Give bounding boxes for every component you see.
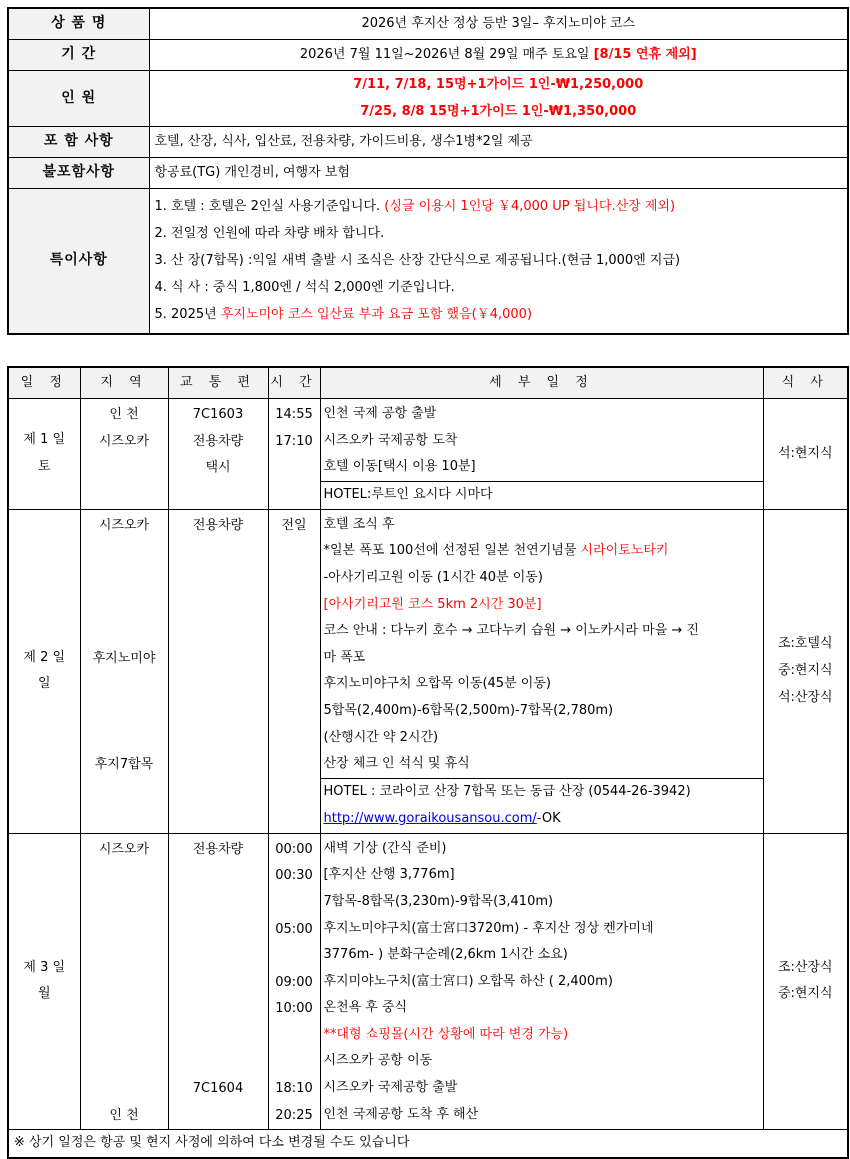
day2-hotel <box>320 778 763 833</box>
product-name-value: 2026년 후지산 정상 등반 3일– 후지노미야 코스 <box>149 8 848 39</box>
day3-meals <box>763 833 848 1130</box>
exclude-value: 항공료(TG) 개인경비, 여행자 보험 <box>149 157 848 188</box>
transport-item: 전용차량 <box>192 433 244 449</box>
region-item: 시즈오카 <box>98 517 150 533</box>
header-time: 시 간 <box>268 367 320 399</box>
region-item: 시즈오카 <box>98 841 150 857</box>
meal-item: 조:산장식 <box>777 959 833 975</box>
day1-weekday: 토 <box>37 458 51 474</box>
note-1-highlight: (싱글 이용시 1인당 ￥4,000 UP 됩니다.산장 제외) <box>384 199 676 215</box>
include-value: 호텔, 산장, 식사, 입산료, 전용차량, 가이드비용, 생수1병*2일 제공 <box>149 126 848 157</box>
note-1 <box>155 193 848 220</box>
day1-regions <box>80 399 168 510</box>
detail-line: 인천 국제 공항 출발 <box>323 406 437 421</box>
day3-label <box>8 833 80 1130</box>
hotel-website-link[interactable]: http://www.goraikousansou.com/ <box>323 810 537 826</box>
region-item: 시즈오카 <box>98 433 150 449</box>
transport-item: 택시 <box>205 460 231 476</box>
detail-line: 7합목-8합목(3,230m)-9합목(3,410m) <box>323 893 554 909</box>
people-cell <box>149 70 848 126</box>
detail-line: 시즈오카 국제공항 출발 <box>323 1080 458 1096</box>
period-note: [8/15 연휴 제외] <box>593 47 697 62</box>
detail-line: 후지미야노구치(富士宮口) 오합목 하산 ( 2,400m) <box>323 973 613 989</box>
day1-times <box>268 399 320 510</box>
detail-line: 새벽 기상 (간식 준비) <box>323 840 447 856</box>
note-5-highlight: 후지노미야 코스 입산료 부과 요금 포함 했음(￥4,000) <box>220 307 533 323</box>
detail-text: *일본 폭포 100선에 선정된 일본 천연기념물 <box>323 543 581 559</box>
exclude-label: 불포함사항 <box>8 157 149 188</box>
day2-times <box>268 509 320 833</box>
detail-line: 마 폭포 <box>323 649 366 665</box>
time-item: 09:00 <box>275 974 313 990</box>
meal-item: 조:호텔식 <box>777 636 833 652</box>
meal-item: 석:현지식 <box>777 445 833 461</box>
day1-transport <box>168 399 268 510</box>
detail-line: 산장 체크 인 석식 및 휴식 <box>323 756 470 772</box>
time-item: 00:30 <box>275 868 313 884</box>
itinerary-table <box>7 366 849 1159</box>
meal-item: 중:현지식 <box>777 662 833 678</box>
day1-hotel: HOTEL:루트인 요시다 시마다 <box>320 481 763 509</box>
region-item: 인 천 <box>109 407 139 422</box>
people-label: 인 원 <box>8 70 149 126</box>
note-5-text: 5. 2025년 <box>154 307 221 323</box>
time-item: 00:00 <box>275 841 313 857</box>
day3-details <box>320 833 763 1130</box>
header-meals: 식 사 <box>763 367 848 399</box>
detail-line: 인천 국제공항 도착 후 해산 <box>323 1106 479 1122</box>
transport-item: 전용차량 <box>192 841 244 857</box>
detail-line: 호텔 이동[택시 이용 10분] <box>323 459 476 475</box>
transport-item: 7C1603 <box>192 407 244 422</box>
detail-line: 시즈오카 국제공항 도착 <box>323 432 458 448</box>
time-item: 18:10 <box>275 1081 313 1097</box>
day3-transport <box>168 833 268 1130</box>
detail-line: -아사기리고원 이동 (1시간 40분 이동) <box>323 569 543 585</box>
detail-line <box>324 538 763 565</box>
detail-line: 5합목(2,400m)-6합목(2,500m)-7합목(2,780m) <box>323 702 614 718</box>
transport-item: 7C1604 <box>192 1081 244 1097</box>
day2-details <box>320 509 763 778</box>
region-item: 후지7합목 <box>94 757 154 773</box>
detail-line: 호텔 조식 후 <box>323 516 395 532</box>
time-item: 20:25 <box>275 1107 313 1123</box>
product-summary-table <box>7 7 849 335</box>
notes-label: 특이사항 <box>8 188 149 334</box>
price-line-2: 7/25, 8/8 15명+1가이드 1인-₩1,350,000 <box>360 104 637 119</box>
transport-item: 전용차량 <box>192 517 244 533</box>
day3-times <box>268 833 320 1130</box>
detail-line: 후지노미야구치 오합목 이동(45분 이동) <box>323 676 551 692</box>
detail-line: [후지산 산행 3,776m] <box>323 867 455 883</box>
time-item: 10:00 <box>275 1001 313 1017</box>
meal-item: 석:산장식 <box>777 689 833 705</box>
day2-transport <box>168 509 268 833</box>
time-item: 05:00 <box>275 921 313 937</box>
price-line-1: 7/11, 7/18, 15명+1가이드 1인-₩1,250,000 <box>353 77 644 92</box>
day2-meals <box>763 509 848 833</box>
day1-label <box>8 399 80 510</box>
region-item: 인 천 <box>109 1107 139 1123</box>
day2-label <box>8 509 80 833</box>
header-details: 세 부 일 정 <box>320 367 763 399</box>
waterfall-highlight: 시라이토노타키 <box>580 543 669 559</box>
header-transport: 교 통 편 <box>168 367 268 399</box>
day2-regions <box>80 509 168 833</box>
note-5 <box>155 301 848 328</box>
link-suffix: -OK <box>536 810 561 826</box>
note-4: 4. 식 사 : 중식 1,800엔 / 석식 2,000엔 기준입니다. <box>154 280 455 296</box>
footer-notice: ※ 상기 일정은 항공 및 현지 사정에 의하여 다소 변경될 수도 있습니다 <box>8 1130 848 1158</box>
day3-number: 제 3 일 <box>23 959 66 975</box>
day1-meals <box>763 399 848 510</box>
note-1-text: 1. 호텔 : 호텔은 2인실 사용기준입니다. <box>154 199 385 215</box>
hotel-line: HOTEL : 코라이코 산장 7합목 또는 동급 산장 (0544-26-3942) <box>323 784 691 800</box>
hotel-link-line <box>324 806 763 833</box>
period-cell <box>149 39 848 70</box>
note-2: 2. 전일정 인원에 따라 차량 배차 합니다. <box>154 226 385 242</box>
detail-line: 시즈오카 공항 이동 <box>323 1053 433 1069</box>
time-item: 17:10 <box>275 433 313 449</box>
day2-number: 제 2 일 <box>23 649 66 665</box>
day1-number: 제 1 일 <box>23 432 66 448</box>
detail-line: (산행시간 약 2시간) <box>323 729 439 745</box>
notes-cell <box>149 188 848 334</box>
day2-weekday: 일 <box>37 676 51 692</box>
region-item: 후지노미야 <box>92 650 156 666</box>
time-item: 전일 <box>281 517 307 533</box>
detail-line: 온천욕 후 중식 <box>323 1000 408 1016</box>
detail-line: 3776m- ) 분화구순례(2,6km 1시간 소요) <box>323 947 568 963</box>
note-3: 3. 산 장(7합목) :익일 새벽 출발 시 조식은 산장 간단식으로 제공됩니다.(현금 1,000엔 지급) <box>154 253 681 269</box>
product-name-label: 상 품 명 <box>8 8 149 39</box>
day1-details <box>320 399 763 482</box>
period-label: 기 간 <box>8 39 149 70</box>
detail-line: 후지노미야구치(富士宮口3720m) - 후지산 정상 켄가미네 <box>323 920 654 936</box>
shopping-highlight: **대형 쇼핑몰(시간 상황에 따라 변경 가능) <box>323 1026 569 1042</box>
day3-weekday: 월 <box>37 986 51 1002</box>
header-day: 일 정 <box>8 367 80 399</box>
period-value: 2026년 7월 11일~2026년 8월 29일 매주 토요일 <box>299 47 594 62</box>
course-highlight: [아사기리고원 코스 5km 2시간 30분] <box>323 596 542 612</box>
include-label: 포 함 사항 <box>8 126 149 157</box>
day3-regions <box>80 833 168 1130</box>
header-region: 지 역 <box>80 367 168 399</box>
time-item: 14:55 <box>275 407 313 422</box>
meal-item: 중:현지식 <box>777 986 833 1002</box>
detail-line: 코스 안내 : 다누키 호수 → 고다누키 습원 → 이노카시라 마을 → 진 <box>323 623 699 639</box>
